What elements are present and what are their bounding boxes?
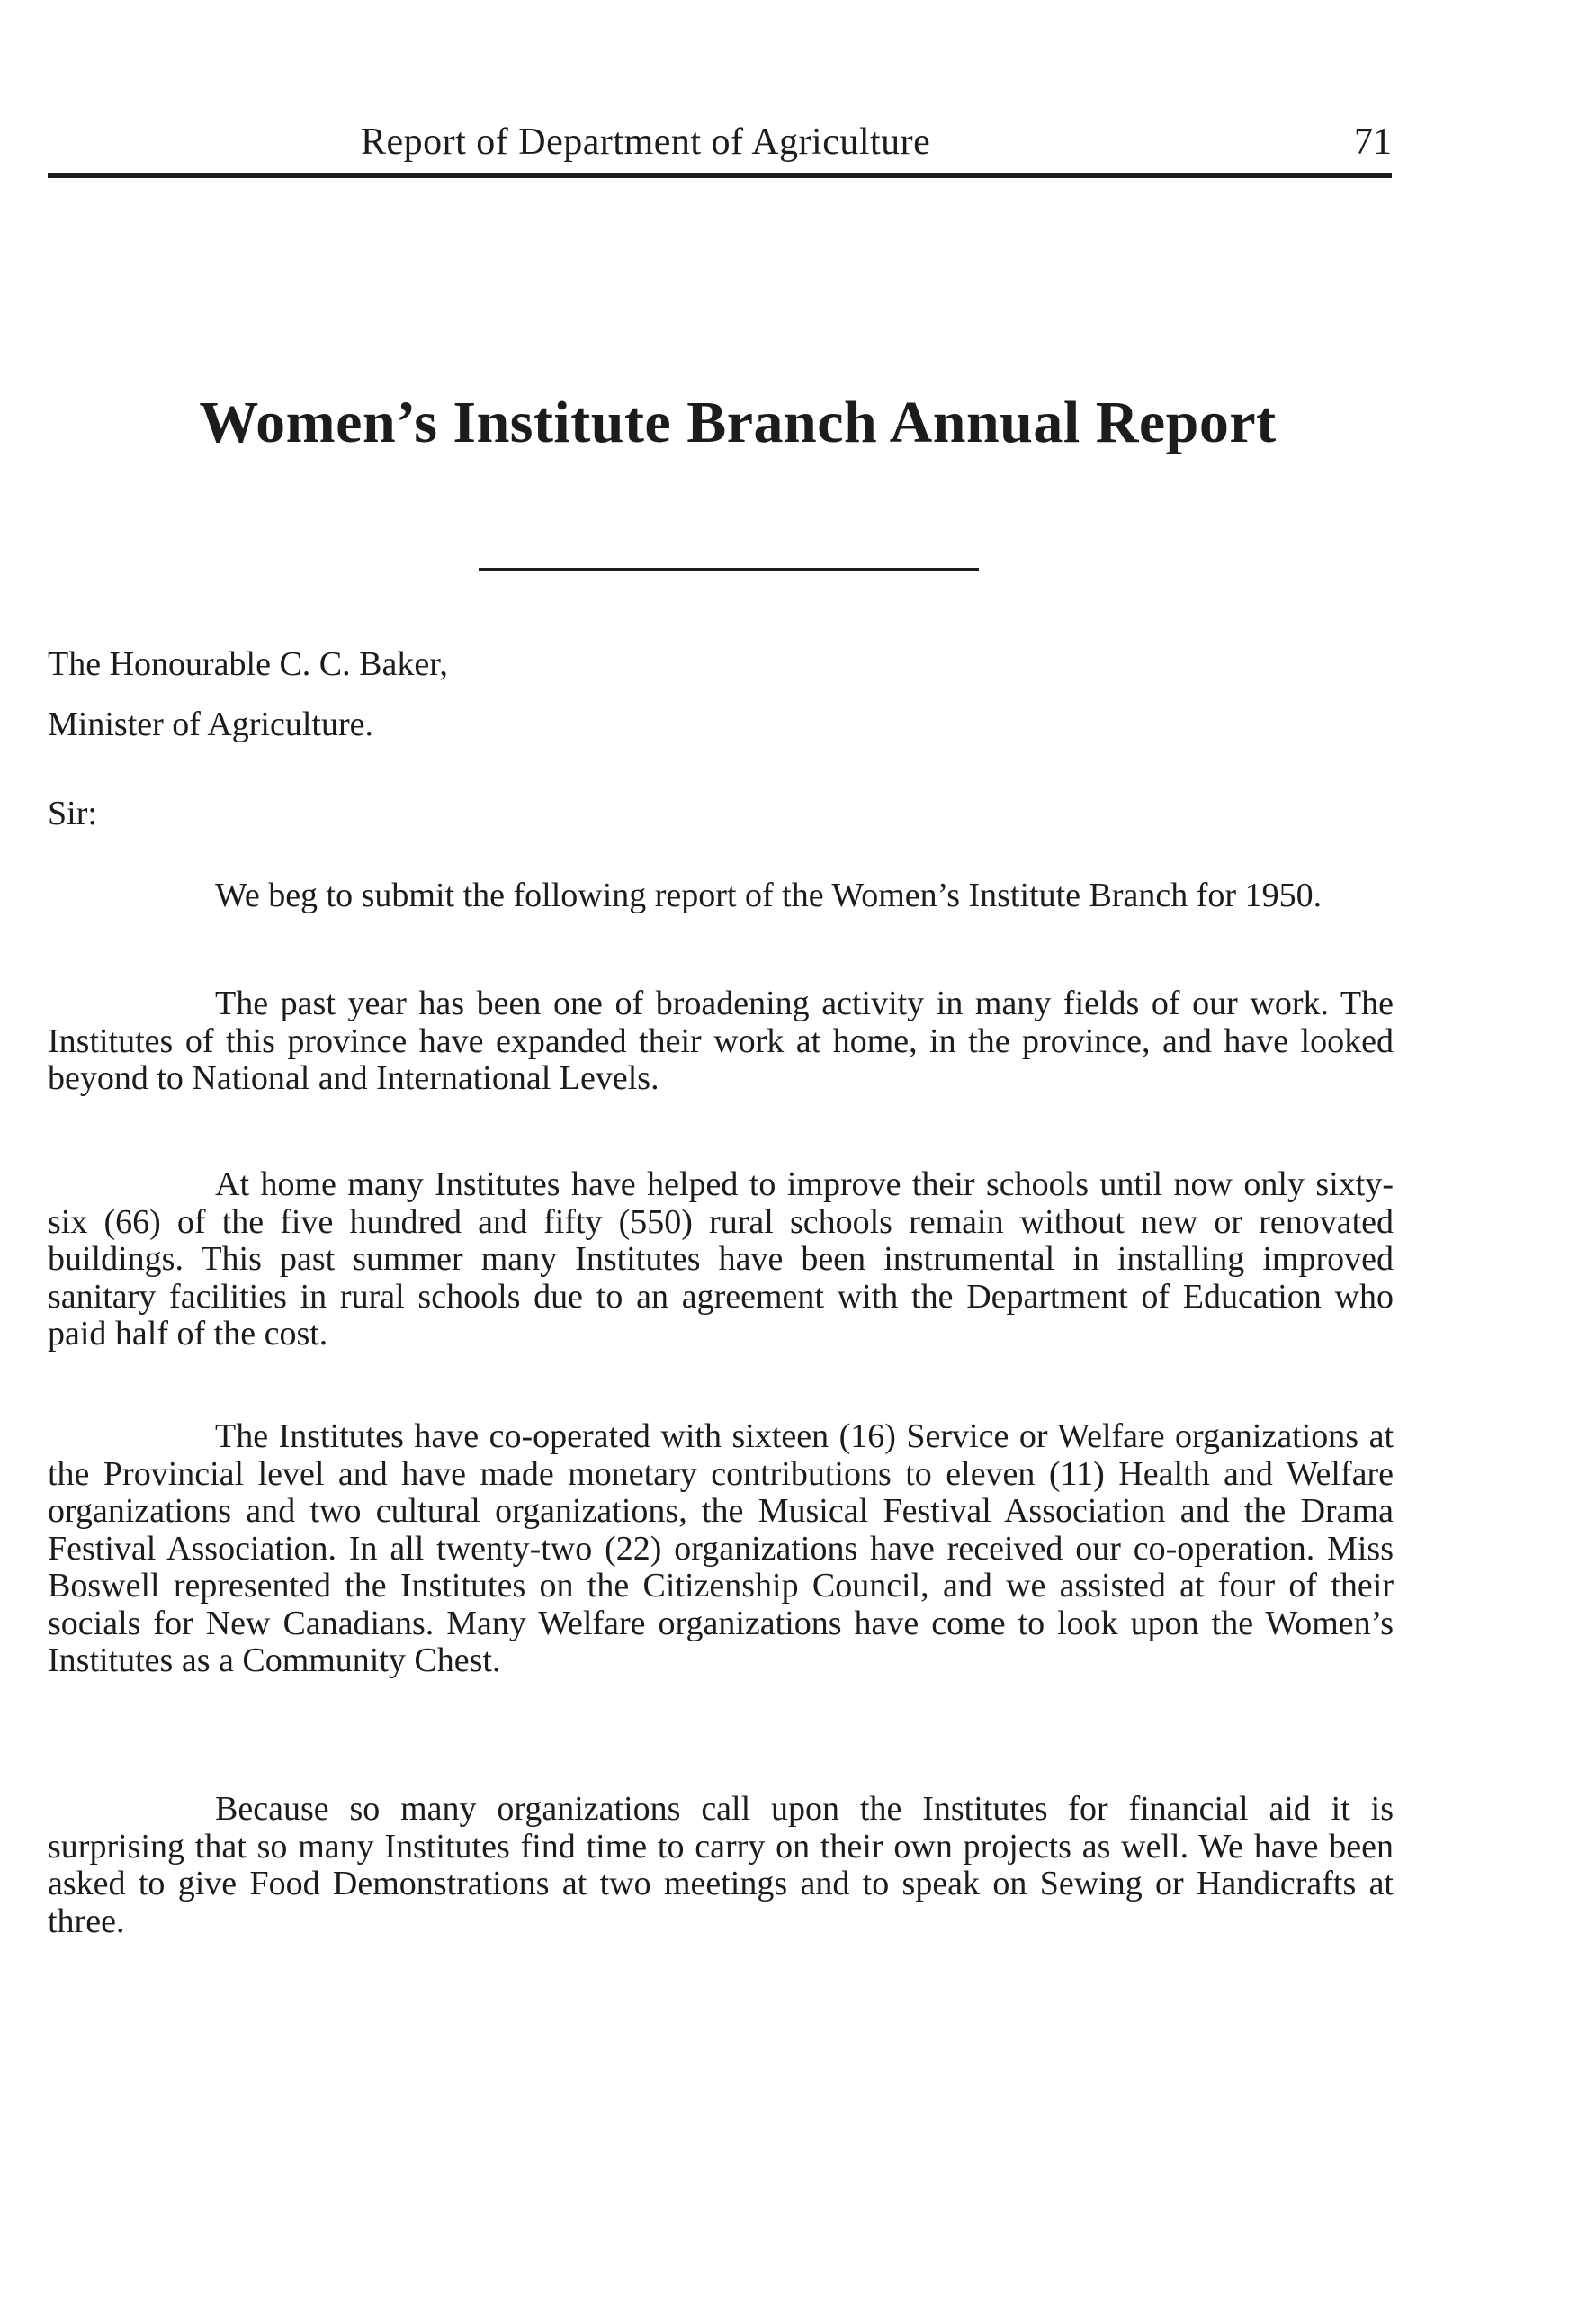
- page-number: 71: [1354, 121, 1392, 163]
- paragraph-submission: We beg to submit the following report of the Women’s Institute Branch for 1950.: [215, 877, 1323, 914]
- header-rule: [48, 173, 1392, 178]
- greeting: Sir:: [48, 795, 97, 832]
- title-divider: [479, 568, 979, 571]
- addressee-position: Minister of Agriculture.: [48, 706, 373, 743]
- paragraph-rural-schools: At home many Institutes have helped to improve their schools until now only sixty-six (66) of the five hundred and fifty (550) rural schools remain without new or renovated buildings. This past summer many Institutes have been instrumental in installing improved sanitary facilities in rural schools due to an agreement with the Department of Education who paid half of the cost.: [48, 1165, 1394, 1353]
- addressee: The Honourable C. C. Baker,: [48, 645, 448, 683]
- running-title: Report of Department of Agriculture: [361, 121, 931, 163]
- paragraph-welfare-organizations: The Institutes have co-operated with sixteen (16) Service or Welfare organizations at the Provincial level and have made monetary contributions to eleven (11) Health and Welfare organizations and two cultural organizations, the Musical Festival Association and the Drama Festival Association. In all twenty-two (22) organizations have received our co-operation. Miss Boswell represented the Institutes on the Citizenship Council, and we assisted at four of their socials for New Canadians. Many Welfare organizations have come to look upon the Women’s Institutes as a Community Chest.: [48, 1417, 1394, 1679]
- report-title: Women’s Institute Branch Annual Report: [199, 390, 1277, 455]
- paragraph-broadening-activity: The past year has been one of broadening activity in many fields of our work. The Institutes of this province have expanded their work at home, in the province, and have looked beyond to National and International Levels.: [48, 985, 1394, 1097]
- running-header: [48, 115, 1392, 169]
- paragraph-institute-projects: Because so many organizations call upon the Institutes for financial aid it is surprising that so many Institutes find time to carry on their own projects as well. We have been asked to give Food Demonstrations at two meetings and to speak on Sewing or Handicrafts at three.: [48, 1790, 1394, 1940]
